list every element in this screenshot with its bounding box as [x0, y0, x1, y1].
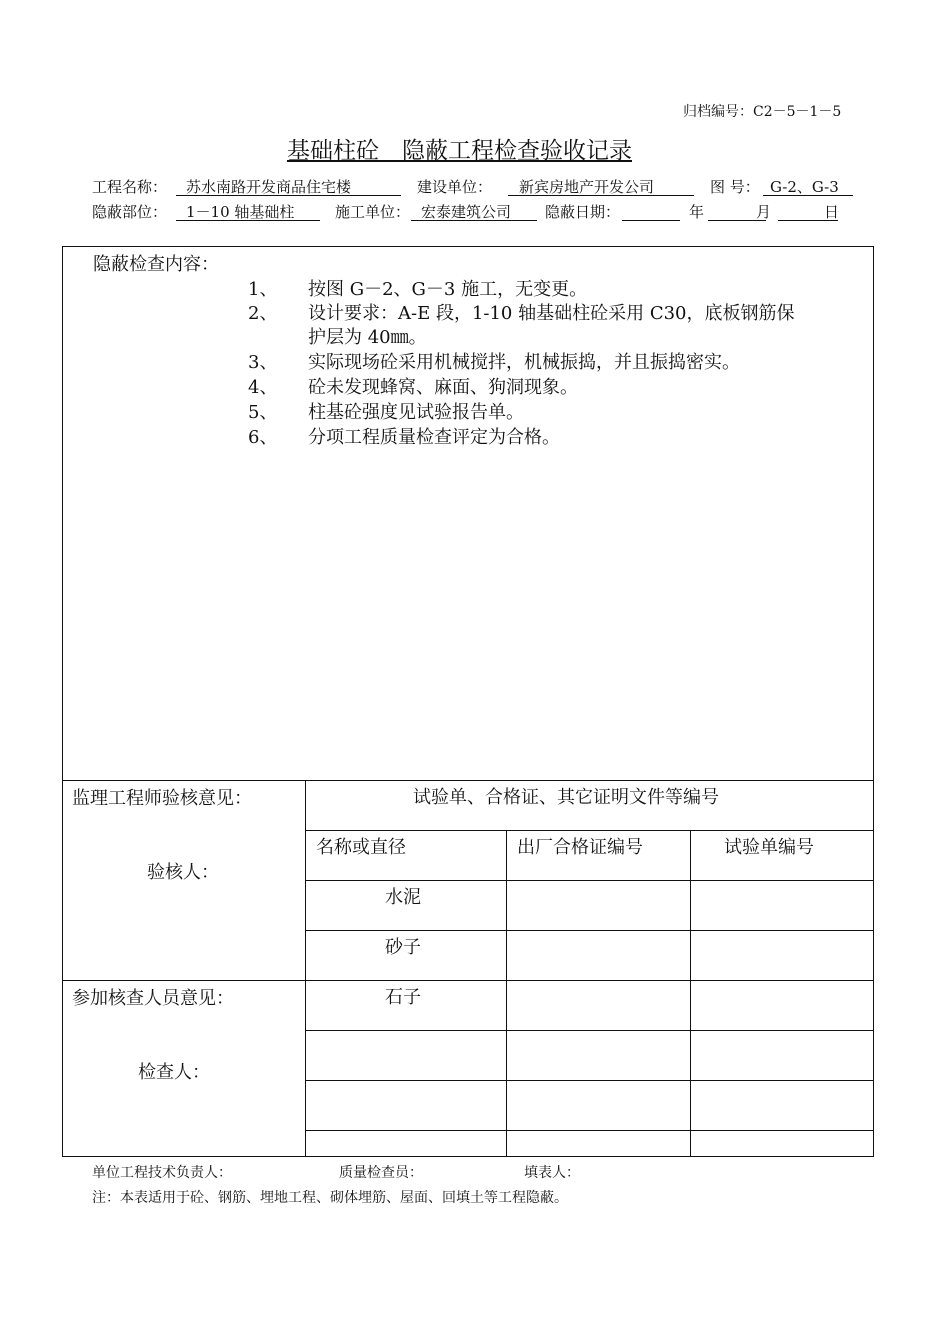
docs-row-divider [305, 1130, 874, 1131]
docs-column-divider [690, 830, 691, 1157]
content-heading: 隐蔽检查内容： [93, 254, 219, 275]
builder-underline [508, 195, 694, 196]
drawing-no-underline [763, 195, 853, 196]
material-cement: 水泥 [385, 887, 421, 908]
docs-column-divider [506, 830, 507, 1157]
docs-header-divider [305, 830, 874, 831]
supervisor-reviewer-label: 验核人： [147, 862, 219, 883]
opinion-section-divider [62, 980, 874, 981]
item-number: 4、 [248, 377, 278, 398]
opinion-docs-divider [305, 780, 306, 1157]
item-text-continued: 护层为 40㎜。 [308, 327, 427, 348]
project-name-value: 苏水南路开发商品住宅楼 [186, 178, 352, 196]
item-number: 1、 [248, 279, 278, 300]
col-name-or-diameter: 名称或直径 [316, 837, 406, 858]
hidden-location-underline [176, 220, 320, 221]
col-factory-cert-no: 出厂合格证编号 [517, 837, 643, 858]
hidden-date-label: 隐蔽日期： [545, 203, 621, 221]
date-year-underline [622, 220, 680, 221]
supervisor-opinion-label: 监理工程师验核意见： [72, 788, 252, 809]
drawing-no-label: 图 号： [710, 178, 760, 196]
docs-header: 试验单、合格证、其它证明文件等编号 [413, 787, 719, 808]
archive-number: 归档编号：C2－5－1－5 [683, 104, 842, 120]
date-month-label: 月 [756, 203, 772, 221]
participants-opinion-label: 参加核查人员意见： [72, 988, 234, 1009]
item-number: 6、 [248, 427, 278, 448]
builder-label: 建设单位： [417, 178, 493, 196]
project-name-label: 工程名称： [92, 178, 168, 196]
docs-row-divider [305, 880, 874, 881]
hidden-location-label: 隐蔽部位： [92, 203, 168, 221]
col-test-sheet-no: 试验单编号 [724, 837, 814, 858]
item-text: 实际现场砼采用机械搅拌，机械振捣，并且振捣密实。 [308, 352, 740, 373]
material-sand: 砂子 [385, 937, 421, 958]
docs-row-divider [305, 1080, 874, 1081]
item-text: 按图 G－2、G－3 施工，无变更。 [308, 279, 588, 300]
tech-lead-label: 单位工程技术负责人： [92, 1165, 232, 1181]
item-number: 5、 [248, 402, 278, 423]
material-gravel: 石子 [385, 987, 421, 1008]
contractor-label: 施工单位： [335, 203, 411, 221]
contractor-underline [411, 220, 537, 221]
item-number: 2、 [248, 303, 278, 324]
page-title: 基础柱砼 隐蔽工程检查验收记录 [287, 138, 632, 164]
hidden-location-value: 1－10 轴基础柱 [186, 203, 295, 221]
inspector-label: 检查人： [138, 1062, 210, 1083]
drawing-no-value: G-2、G-3 [770, 178, 839, 196]
contractor-value: 宏泰建筑公司 [421, 203, 512, 221]
project-name-underline [176, 195, 401, 196]
date-year-label: 年 [689, 203, 705, 221]
item-text: 设计要求：A-E 段，1-10 轴基础柱砼采用 C30，底板钢筋保 [308, 303, 795, 324]
item-text: 柱基砼强度见试验报告单。 [308, 402, 524, 423]
date-day-label: 日 [824, 203, 840, 221]
item-text: 分项工程质量检查评定为合格。 [308, 427, 560, 448]
form-filler-label: 填表人： [524, 1165, 580, 1181]
item-text: 砼未发现蜂窝、麻面、狗洞现象。 [308, 377, 578, 398]
quality-inspector-label: 质量检查员： [339, 1165, 423, 1181]
builder-value: 新宾房地产开发公司 [519, 178, 655, 196]
footnote: 注：本表适用于砼、钢筋、埋地工程、砌体埋筋、屋面、回填土等工程隐蔽。 [92, 1190, 568, 1206]
docs-row-divider [305, 1030, 874, 1031]
item-number: 3、 [248, 352, 278, 373]
docs-row-divider [305, 930, 874, 931]
content-section-divider [62, 780, 874, 781]
